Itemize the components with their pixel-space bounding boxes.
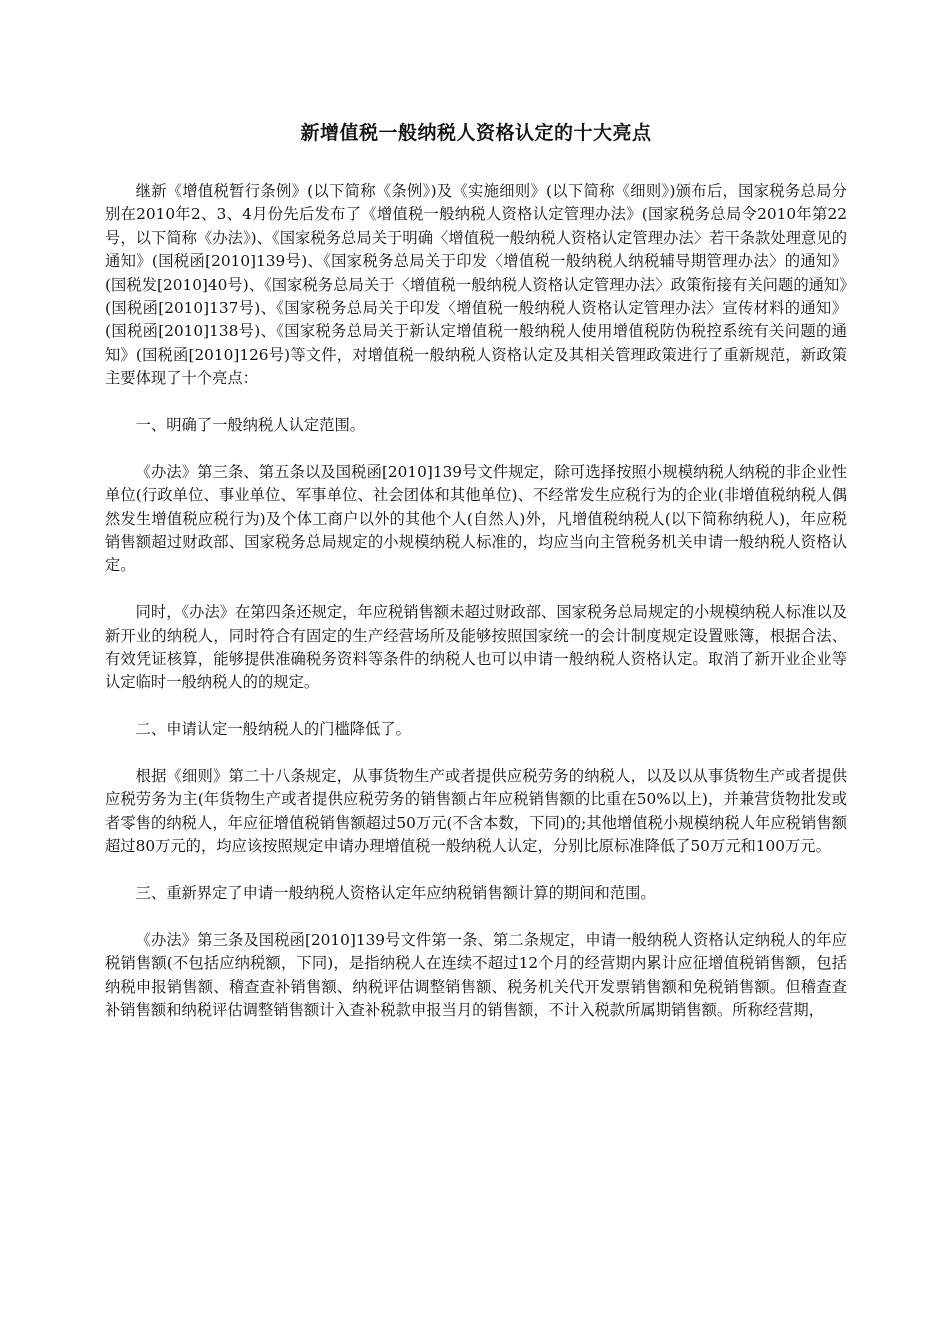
section-heading-3: 三、重新界定了申请一般纳税人资格认定年应纳税销售额计算的期间和范围。 xyxy=(135,884,656,903)
paragraph-1b: 同时，《办法》在第四条还规定，年应税销售额未超过财政部、国家税务总局规定的小规模纳税人标准以及新开业的纳税人，同时符合有固定的生产经营场所及能够按照国家统一的会计制度规定设置账簿，根据合法、有效凭证核算，能够提供准确税务资料等条件的纳税人也可以申请一般纳税人资格认定。取消了新开业企业等认定临时一般纳税人的的规定。 xyxy=(105,603,847,692)
paragraph-2: 根据《细则》第二十八条规定，从事货物生产或者提供应税劳务的纳税人，以及以从事货物生产或者提供应税劳务为主(年货物生产或者提供应税劳务的销售额占年应税销售额的比重在50%以上)，并兼营货物批发或者零售的纳税人，年应征增值税销售额超过50万元(不含本数，下同)的;其他增值税小规模纳税人年应税销售额超过80万元的，均应该按照规定申请办理增值税一般纳税人认定，分别比原标准降低了50万元和100万元。 xyxy=(105,767,847,856)
document-page xyxy=(105,120,847,1046)
paragraph-3: 《办法》第三条及国税函[2010]139号文件第一条、第二条规定，申请一般纳税人资格认定纳税人的年应税销售额(不包括应纳税额，下同)，是指纳税人在连续不超过12个月的经营期内累计应征增值税销售额，包括纳税申报销售额、稽查查补销售额、纳税评估调整销售额、税务机关代开发票销售额和免税销售额。但稽查查补销售额和纳税评估调整销售额计入查补税款申报当月的销售额，不计入税款所属期销售额。所称经营期， xyxy=(105,930,847,1020)
document-title: 新增值税一般纳税人资格认定的十大亮点 xyxy=(300,122,652,144)
section-heading-2: 二、申请认定一般纳税人的门槛降低了。 xyxy=(135,720,411,739)
paragraph-1a: 《办法》第三条、第五条以及国税函[2010]139号文件规定，除可选择按照小规模纳税人纳税的非企业性单位(行政单位、事业单位、军事单位、社会团体和其他单位)、不经常发生应税行为的企业(非增值税纳税人偶然发生增值税应税行为)及个体工商户以外的其他个人(自然人)外，凡增值税纳税人(以下简称纳税人)，年应税销售额超过财政部、国家税务总局规定的小规模纳税人标准的，均应当向主管税务机关申请一般纳税人资格认定。 xyxy=(105,462,847,575)
section-heading-1: 一、明确了一般纳税人认定范围。 xyxy=(135,416,366,435)
paragraph-intro: 继新《增值税暂行条例》(以下简称《条例》)及《实施细则》(以下简称《细则》)颁布后，国家税务总局分别在2010年2、3、4月份先后发布了《增值税一般纳税人资格认定管理办法》(国家税务总局令2010年第22号，以下简称《办法》)、《国家税务总局关于明确〈增值税一般纳税人资格认定管理办法〉若干条款处理意见的通知》(国税函[2010]139号)、《国家税务总局关于印发〈增值税一般纳税人纳税辅导期管理办法〉的通知》(国税发[2010]40号)、《国家税务总局关于〈增值税一般纳税人资格认定管理办法〉政策衔接有关问题的通知》(国税函[2010]137号)、《国家税务总局关于印发〈增值税一般纳税人资格认定管理办法〉宣传材料的通知》(国税函[2010]138号)、《国家税务总局关于新认定增值税一般纳税人使用增值税防伪税控系统有关问题的通知》(国税函[2010]126号)等文件，对增值税一般纳税人资格认定及其相关管理政策进行了重新规范，新政策主要体现了十个亮点： xyxy=(105,182,847,388)
